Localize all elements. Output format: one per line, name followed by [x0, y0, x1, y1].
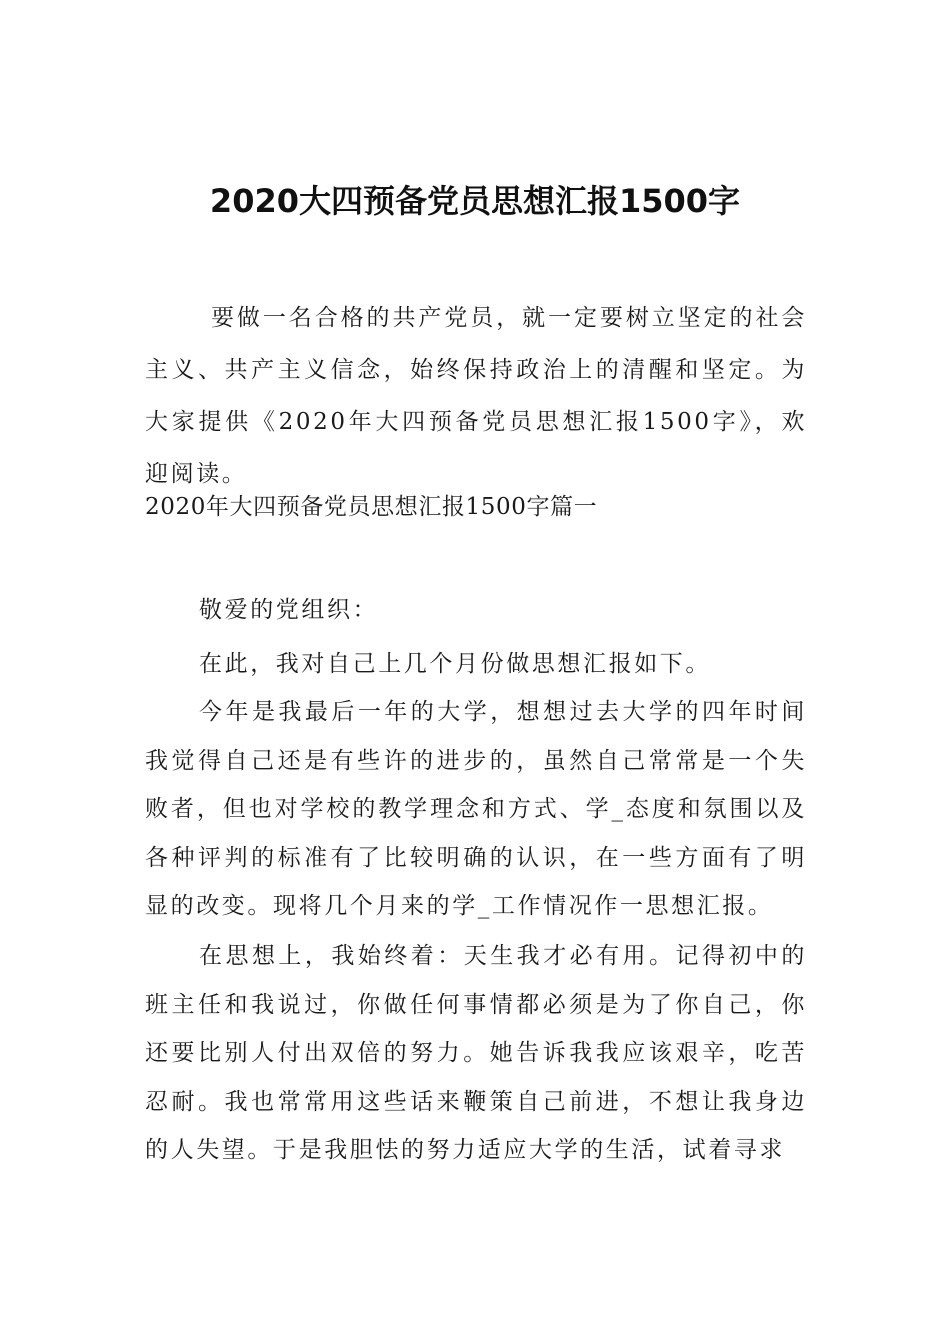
body-paragraph-2: 今年是我最后一年的大学，想想过去大学的四年时间我觉得自己还是有些许的进步的，虽然自己常常是一个失败者，但也对学校的教学理念和方式、学_态度和氛围以及各种评判的标准有了比较明确的认识，在一些方面有了明显的改变。现将几个月来的学_工作情况作一思想汇报。 [145, 699, 807, 919]
document-title: 2020大四预备党员思想汇报1500字 [209, 182, 741, 221]
intro-paragraph: 要做一名合格的共产党员，就一定要树立坚定的社会主义、共产主义信念，始终保持政治上的清醒和坚定。为大家提供《2020年大四预备党员思想汇报1500字》，欢迎阅读。 [145, 305, 807, 487]
salutation: 敬爱的党组织： [199, 597, 379, 623]
body-paragraph-1: 在此，我对自己上几个月份做思想汇报如下。 [199, 651, 711, 677]
body-paragraph-3: 在思想上，我始终着：天生我才必有用。记得初中的班主任和我说过，你做任何事情都必须是为了你自己，你还要比别人付出双倍的努力。她告诉我我应该艰辛，吃苦忍耐。我也常常用这些话来鞭策自己前进，不想让我身边的人失望。于是我胆怯的努力适应大学的生活，试着寻求 [145, 943, 807, 1163]
section-heading: 2020年大四预备党员思想汇报1500字篇一 [145, 494, 598, 520]
